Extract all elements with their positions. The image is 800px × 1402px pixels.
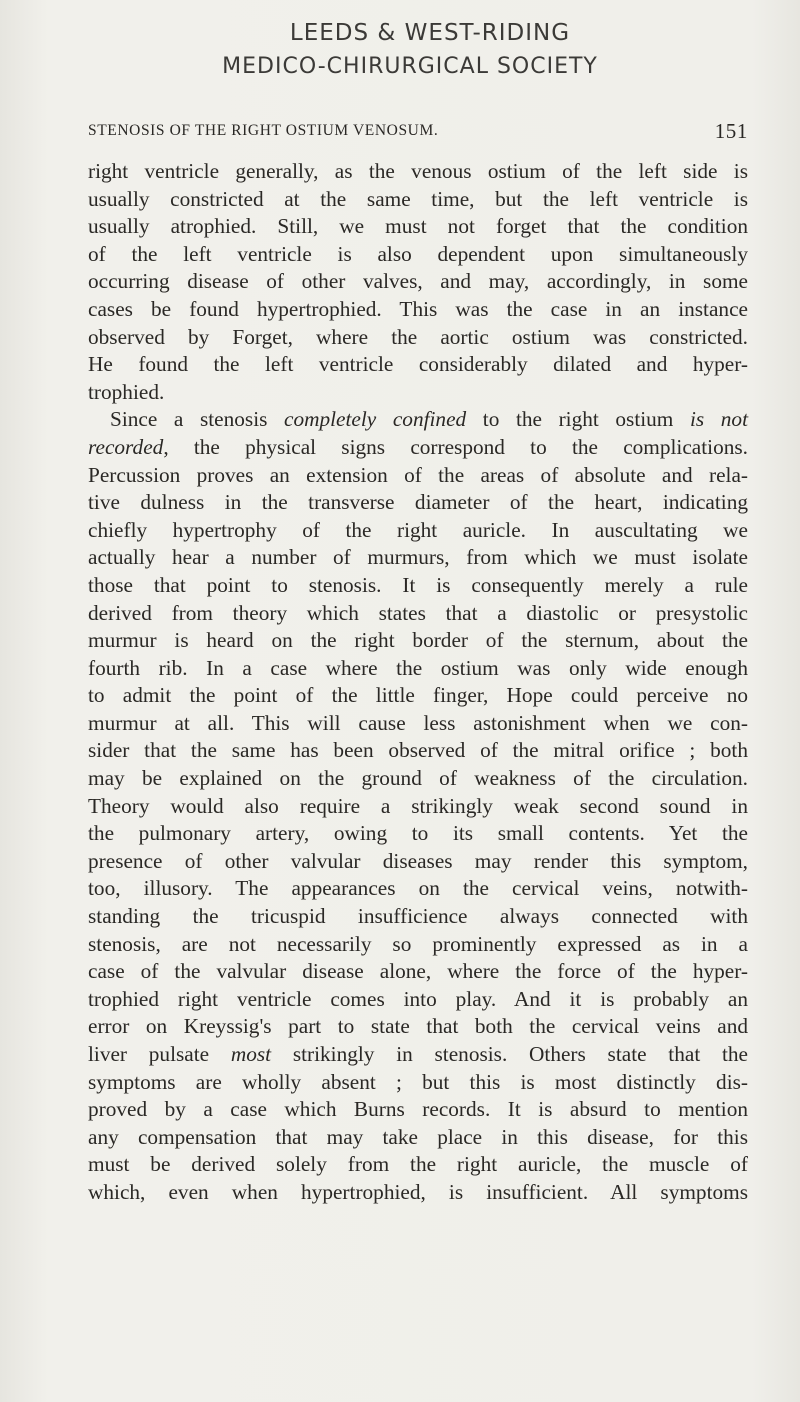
text-segment: murmur at all. This will cause less astonishment when we con- [88,710,748,735]
text-line [88,1013,748,1041]
italic-text: is not [689,407,748,432]
text-segment: error on Kreyssig's part to state that both the cervical veins and [88,1014,748,1039]
text-line [88,682,748,710]
running-title: STENOSIS OF THE RIGHT OSTIUM VENOSUM. [88,122,439,139]
text-segment: murmur is heard on the right border of the sternum, about the [88,628,748,653]
text-line [88,462,748,490]
text-line [88,875,748,903]
text-segment: right ventricle generally, as the venous ostium of the left side is [88,159,748,183]
italic-text: recorded [88,434,164,459]
text-segment: liver pulsate [88,1042,231,1066]
text-line [88,296,748,324]
text-line [88,1124,748,1152]
text-segment: fourth rib. In a case where the ostium was only wide enough [88,655,748,680]
stamp-society-subtitle: MEDICO-CHIRURGICAL SOCIETY [222,54,598,79]
text-segment: must be derived solely from the right auricle, the muscle of [88,1152,748,1177]
text-line [88,1096,748,1124]
text-segment: He found the left ventricle considerably dilated and hyper- [88,352,748,377]
text-segment: stenosis, are not necessarily so prominently expressed as in a [88,931,748,956]
text-line [88,544,748,572]
text-segment: too, illusory. The appearances on the cervical veins, notwith- [88,876,748,901]
text-segment: standing the tricuspid insufficience always connected with [88,904,748,929]
text-line [88,351,748,379]
text-line [88,765,748,793]
text-line [88,489,748,517]
text-segment: Since a stenosis [110,407,285,432]
text-segment: any compensation that may take place in this disease, for this [88,1124,748,1149]
text-segment: , the physical signs correspond to the complications. [163,434,748,459]
text-segment: strikingly in stenosis. Others state that the [271,1042,749,1066]
text-line [88,186,748,214]
text-segment: presence of other valvular diseases may render this symptom, [88,848,748,873]
running-header [88,119,748,148]
text-line [88,406,748,434]
text-segment: of the left ventricle is also dependent upon simultaneously [88,241,748,266]
text-line [88,324,748,352]
italic-text: completely confined [284,407,467,432]
text-line [88,903,748,931]
text-segment: derived from theory which states that a diastolic or presystolic [88,600,748,625]
text-line [88,572,748,600]
library-stamp [0,18,800,82]
text-segment: Theory would also require a strikingly weak second sound in [88,793,748,818]
page-number: 151 [714,119,748,143]
text-segment: occurring disease of other valves, and may, accordingly, in some [88,269,748,294]
text-line [88,1151,748,1179]
text-segment: Percussion proves an extension of the areas of absolute and rela- [88,462,748,487]
text-segment: trophied right ventricle comes into play. And it is probably an [88,986,748,1011]
text-line [88,655,748,683]
text-segment: chiefly hypertrophy of the right auricle. In auscultating we [88,517,748,542]
text-line [88,1069,748,1097]
text-line [88,737,748,765]
text-line [88,931,748,959]
text-segment: may be explained on the ground of weakness of the circulation. [88,766,748,791]
text-segment: proved by a case which Burns records. It is absurd to mention [88,1097,748,1122]
text-segment: the pulmonary artery, owing to its small contents. Yet the [88,821,748,846]
text-line [88,517,748,545]
text-segment: symptoms are wholly absent ; but this is most distinctly dis- [88,1069,748,1094]
text-line [88,710,748,738]
text-line [88,213,748,241]
text-line [88,1041,748,1069]
text-line [88,848,748,876]
text-segment: case of the valvular disease alone, where the force of the hyper- [88,959,748,984]
text-segment: to the right ostium [466,407,690,432]
text-segment: actually hear a number of murmurs, from which we must isolate [88,545,748,570]
text-line [88,820,748,848]
text-segment: tive dulness in the transverse diameter of the heart, indicating [88,490,748,515]
text-line [88,1179,748,1207]
text-segment: observed by Forget, where the aortic ostium was constricted. [88,324,748,349]
text-segment: cases be found hypertrophied. This was the case in an instance [88,296,748,321]
text-line [88,268,748,296]
text-segment: those that point to stenosis. It is consequently merely a rule [88,572,748,597]
text-line [88,379,748,407]
stamp-society-name: LEEDS & WEST-RIDING [289,20,571,46]
italic-text: most [230,1042,272,1066]
text-segment: sider that the same has been observed of the mitral orifice ; both [88,738,748,763]
text-line [88,434,748,462]
text-line [88,793,748,821]
text-segment: usually atrophied. Still, we must not forget that the condition [88,214,748,239]
text-line [88,958,748,986]
body-text [88,158,748,1207]
text-segment: usually constricted at the same time, but the left ventricle is [88,186,748,211]
text-line [88,600,748,628]
text-line [88,627,748,655]
text-segment: trophied. [88,379,165,404]
text-segment: which, even when hypertrophied, is insufficient. All symptoms [88,1179,748,1204]
text-line [88,158,748,186]
text-line [88,986,748,1014]
text-line [88,241,748,269]
text-segment: to admit the point of the little finger, Hope could perceive no [88,683,748,708]
